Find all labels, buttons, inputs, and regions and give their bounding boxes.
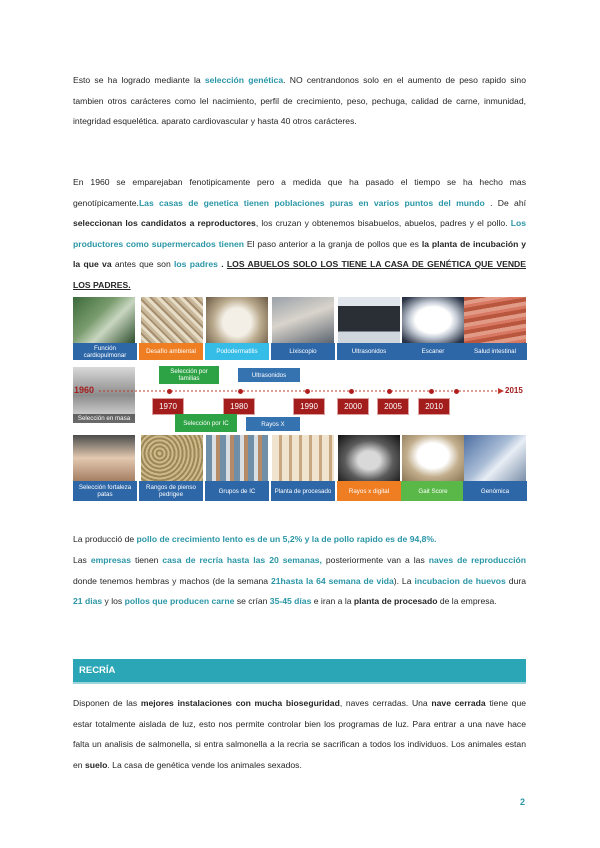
text: . La casa de genética vende los animales sexados. — [107, 759, 302, 770]
tag-ultrasonidos: Ultrasonidos — [238, 368, 300, 382]
highlight-los-padres: los padres — [174, 259, 218, 269]
text: , los cruzan y obtenemos bisabuelos, abuelos, padres y el pollo. — [255, 218, 511, 228]
caption-lixiscopio: Lixiscopio — [271, 343, 335, 360]
tag-rayos-x: Rayos X — [246, 417, 300, 431]
highlight-incubacion: incubacion de huevos — [414, 575, 506, 586]
photo-genomica — [464, 435, 526, 481]
highlight-seleccion-genetica: selección genética — [204, 75, 284, 85]
year-2005: 2005 — [377, 398, 409, 415]
timeline-dot — [167, 389, 172, 394]
text: antes que son — [111, 259, 175, 269]
photo-fortaleza-patas — [73, 435, 135, 481]
highlight-empresas: empresas — [90, 555, 131, 565]
bold-instalaciones: mejores instalaciones con mucha bioseguridad — [140, 698, 340, 708]
timeline-dot — [454, 389, 459, 394]
year-1970: 1970 — [152, 398, 184, 415]
text: . — [434, 534, 437, 544]
caption-gait-score: Gait Score — [401, 481, 465, 501]
photo-rayos-x-digital — [338, 435, 400, 481]
photo-grupos-ic — [206, 435, 268, 481]
bold-planta-procesado: planta de procesado — [353, 596, 438, 606]
text: se crían — [234, 596, 270, 606]
text: La producció de — [73, 534, 137, 544]
caption-fortaleza-patas: Selección fortaleza patas — [73, 481, 137, 501]
timeline-dot — [238, 389, 243, 394]
caption-funcion-cardiopulmonar: Función cardiopulmonar — [73, 343, 137, 360]
highlight-productores: Los productores como supermercados tienen — [73, 218, 526, 249]
year-1960: 1960 — [74, 385, 95, 395]
timeline-arrowhead — [498, 388, 504, 394]
year-2015: 2015 — [505, 386, 523, 395]
caption-rangos-pienso: Rangos de pienso pedrigee — [139, 481, 203, 501]
text: posteriormente van a las — [321, 555, 429, 565]
caption-desafio-ambiental: Desafío ambiental — [139, 343, 203, 360]
text: Las — [73, 555, 91, 565]
highlight-naves-reproduccion: naves de reproducción — [428, 555, 526, 565]
highlight-pollos-carne: pollos que producen carne — [124, 596, 235, 606]
year-1980: 1980 — [223, 398, 255, 415]
text: tienen — [130, 555, 163, 565]
text: Esto se ha logrado mediante la — [73, 75, 205, 85]
tag-seleccion-familias: Selección por familias — [159, 366, 219, 384]
caption-grupos-ic: Grupos de IC — [205, 481, 269, 501]
text: . De ahí — [484, 197, 526, 208]
bold-nave-cerrada: nave cerrada — [431, 698, 486, 708]
paragraph-seleccion-genetica — [73, 70, 526, 132]
text: tiene que estar totalmente aislada de luz, esto nos permite controlar bien los programas de luz. Para entrar a una nave hace falta un analisis de salmonella, si entra salmonella a la recria se sacrifican a todos los individuos. Los animales estan en — [73, 698, 526, 770]
caption-salud-intestinal: Salud intestinal — [463, 343, 527, 360]
caption-ultrasonidos: Ultrasonidos — [337, 343, 401, 360]
caption-escaner: Escaner — [401, 343, 465, 360]
underlined-abuelos: LOS ABUELOS SOLO LOS TIENE LA CASA DE GENÉTICA QUE VENDE LOS PADRES. — [73, 259, 526, 290]
section-title: RECRÍA — [79, 665, 116, 676]
year-1990: 1990 — [293, 398, 325, 415]
paragraph-1960 — [73, 172, 526, 295]
text: e iran a la — [311, 596, 354, 606]
bold-planta-incubacion: la planta de incubación y la que va — [73, 238, 526, 269]
caption-genomica: Genómica — [463, 481, 527, 501]
timeline-dot — [429, 389, 434, 394]
text: El paso anterior a la granja de pollos que es — [244, 238, 422, 249]
text: Disponen de las — [73, 698, 141, 708]
photo-planta-procesado — [272, 435, 334, 481]
caption-planta-procesado: Planta de procesado — [271, 481, 335, 501]
year-2000: 2000 — [337, 398, 369, 415]
caption-pododermatitis: Pododermatitis — [205, 343, 269, 360]
text: En 1960 se emparejaban fenotipicamente pero a medida que ha pasado el tiempo se ha hecho mas genotípicamente. — [73, 177, 526, 208]
caption-seleccion-masa: Selección en masa — [73, 414, 135, 423]
text: . — [217, 259, 227, 269]
text: donde tenemos hembras y machos (de la semana — [73, 575, 271, 586]
paragraph-empresas — [73, 550, 526, 612]
text: ). La — [393, 575, 415, 586]
highlight-crecimiento: pollo de crecimiento lento es de un 5,2% y la de pollo rapido es de 94,8% — [136, 534, 435, 544]
tag-seleccion-ic: Selección por IC — [175, 414, 237, 432]
highlight-casas-genetica: Las casas de genetica tienen poblaciones puras en varios puntos del mundo — [138, 197, 485, 208]
highlight-35-45-dias: 35-45 días — [269, 596, 312, 606]
highlight-semanas: 21hasta la 64 semana de vida — [271, 575, 394, 586]
genetic-selection-timeline-figure — [73, 297, 525, 501]
text: . NO centrandonos solo en el aumento de peso rapido sino tambien otros carácteres como lel nacimiento, perfil de crecimiento, peso, pechuga, calidad de carne, inmunidad, integridad esquelética. aparato cardiovascular y hasta 40 otros carácteres. — [73, 75, 526, 126]
paragraph-recria — [73, 693, 526, 775]
text: de la empresa. — [437, 596, 497, 606]
text: , naves cerradas. Una — [339, 698, 432, 708]
highlight-21-dias: 21 dias — [73, 596, 103, 606]
page-number: 2 — [520, 797, 526, 807]
timeline-dot — [349, 389, 354, 394]
section-heading-recria — [73, 659, 526, 684]
timeline-dot — [387, 389, 392, 394]
caption-rayos-x-digital: Rayos x digital — [337, 481, 401, 501]
photo-rangos-pienso — [141, 435, 203, 481]
bold-suelo: suelo — [84, 759, 108, 770]
photo-gait-score — [402, 435, 464, 481]
text: y los — [102, 596, 125, 606]
text: dura — [505, 575, 526, 586]
timeline-dot — [305, 389, 310, 394]
year-2010: 2010 — [418, 398, 450, 415]
paragraph-produccion — [73, 529, 526, 550]
highlight-casa-recria: casa de recría hasta las 20 semanas, — [162, 555, 322, 565]
bold-candidatos: seleccionan los candidatos a reproductores — [73, 218, 256, 228]
